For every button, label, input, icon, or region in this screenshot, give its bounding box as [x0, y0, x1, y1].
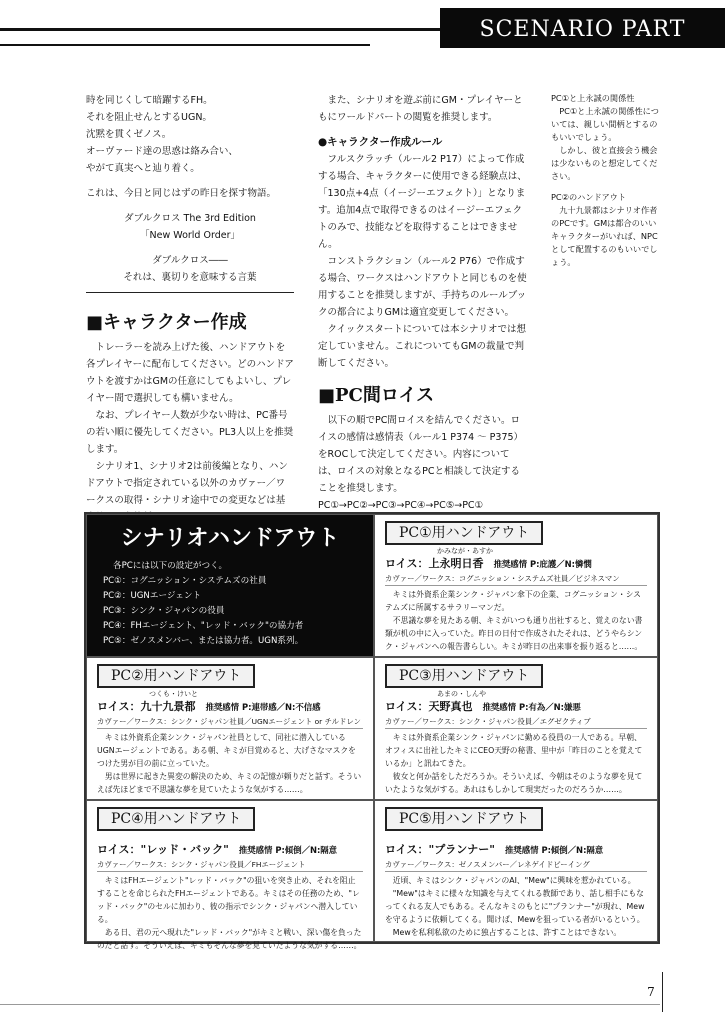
edition-title: ダブルクロス The 3rd Edition [124, 213, 256, 224]
pc4-body: ある日、君の元へ現れた"レッド・バック"がキミと戦い、深い傷を負ったのだと話す。そういえば、キミもそんな夢を見ていたような気がする……。 [97, 928, 362, 950]
pc4-handout-label: PC④用ハンドアウト [97, 807, 255, 831]
paragraph: コンストラクション（ルール2 P76）で作成する場合、ワークスはハンドアウトと同じものを使用することを推奨しますが、手持ちのルールブックの都合によりGMは適宜変更してください。 [318, 256, 527, 318]
intro-line: やがて真実へと辿り着く。 [86, 163, 200, 174]
char-rule-heading: ●キャラクター作成ルール [318, 136, 443, 148]
scenario-subtitle: 「New World Order」 [140, 230, 240, 241]
paragraph: 以下の順でPC間ロイスを結んでください。ロイスの感情は感情表（ルール1 P374 ～ P375）をROCして決定してください。内容については、ロイスの対象となるPCと相談して決定することを推奨します。 [318, 415, 524, 494]
column-middle [318, 92, 528, 514]
pc1-works: カヴァー／ワークス：コグニッション・システムズ社員／ビジネスマン [385, 572, 647, 586]
lois-name: ロイス："レッド・バック" [97, 843, 229, 856]
lois-emotion: 推奨感情 P:傾倒／N:隔意 [238, 845, 338, 855]
pc5-body: "Mew"はキミに様々な知識を与えてくれる教師であり、話し相手にもなってくれる友人でもある。そんなキミのもとに"プランナー"が現れ、Mewを守るように依頼してくる。聞けば、Mewを狙っている者がいるという。 [385, 889, 645, 924]
pc3-handout-label: PC③用ハンドアウト [385, 664, 543, 688]
lois-emotion: 推奨感情 P:庇護／N:憐憫 [493, 559, 592, 569]
handout-line: PC④：FHエージェント、"レッド・バック"の協力者 [103, 621, 304, 631]
handout-grid [84, 512, 660, 950]
pc4-lois-ruby [97, 833, 363, 842]
pc5-lois [385, 842, 647, 858]
sidebar-heading: PC①と上永誠の関係性 [551, 93, 635, 103]
divider [86, 292, 294, 293]
pc1-handout [374, 514, 658, 657]
lois-emotion: 推奨感情 P:連帯感／N:不信感 [205, 702, 321, 712]
lois-order: PC①→PC②→PC③→PC④→PC⑤→PC① [318, 500, 484, 511]
pc1-lois [385, 556, 647, 572]
sidebar-text: しかし、彼と直接会う機会は少ないものと想定してください。 [551, 145, 658, 181]
lois-name: ロイス：天野真也 [385, 700, 473, 713]
intro-line: オーヴァード達の思惑は絡み合い、 [86, 146, 238, 157]
dx-meaning: それは、裏切りを意味する言葉 [123, 272, 257, 283]
sidebar-text: 九十九景都はシナリオ作者のPCです。GMは都合のいいキャラクターがいれば、NPCとして配置するのもいいでしょう。 [551, 205, 658, 267]
paragraph: トレーラーを読み上げた後、ハンドアウトを各プレイヤーに配布してください。どのハンドアウトを渡すかはGMの任意にしてもよいし、プレイヤー間で選択しても構いません。 [86, 342, 294, 404]
pc5-body: Mewを私利私欲のために独占することは、許すことはできない。 [392, 928, 622, 937]
lois-name: ロイス：上永明日香 [385, 557, 484, 570]
pc2-works: カヴァー／ワークス：シンク・ジャパン社員／UGNエージェント or チルドレン [97, 715, 363, 729]
pc3-lois-ruby: あまの・しんや [437, 690, 486, 698]
pc5-handout-label: PC⑤用ハンドアウト [385, 807, 543, 831]
pc1-lois-ruby: かみなが・あすか [437, 547, 493, 555]
pc2-handout-label: PC②用ハンドアウト [97, 664, 255, 688]
pc-lois-heading: ■PC間ロイス [318, 385, 435, 406]
page-number: 7 [647, 985, 655, 999]
sidebar-heading: PC②のハンドアウト [551, 192, 627, 202]
lois-emotion: 推奨感情 P:傾倒／N:隔意 [505, 845, 604, 855]
handout-line: PC③：シンク・ジャパンの役員 [103, 606, 225, 616]
pc2-handout [86, 657, 374, 800]
pc4-lois [97, 842, 363, 858]
footer-rule [0, 1004, 660, 1005]
pc3-body: 彼女と何か話をしただろうか。そういえば、今朝はそのような夢を見ていたような気がする。あれはもしかして現実だったのだろうか……。 [385, 772, 643, 794]
pc4-works: カヴァー／ワークス：シンク・ジャパン役員／FHエージェント [97, 858, 363, 872]
pc3-lois [385, 699, 647, 715]
pc1-body: 不思議な夢を見たある朝、キミがいつも通り出社すると、覚えのない書類が机の中に入っていた。昨日の日付で作成されたそれは、どうやらシンク・ジャパンへの報告書らしい。キミが昨日の出来事を振り返ると……。 [385, 616, 643, 651]
column-left [86, 92, 294, 526]
char-creation-heading: ■キャラクター作成 [86, 312, 247, 333]
handout-line: 各PCには以下の設定がつく。 [113, 561, 228, 571]
pc2-lois-ruby: つくも・けいと [149, 690, 198, 698]
pc2-lois [97, 699, 363, 715]
pc2-body: 男は世界に起きた異変の解決のため、キミの記憶が頼りだと話す。そういえば先ほどまで不思議な夢を見ていたような気がする……。 [97, 772, 362, 794]
pc3-handout [374, 657, 658, 800]
pc2-body: キミは外資系企業シンク・ジャパン社員として、同社に潜入しているUGNエージェントである。ある朝、キミが目覚めると、大げさなマスクをつけた男が目の前に立っていた。 [97, 733, 356, 768]
sidebar-text: PC①と上永誠の関係性については、親しい間柄とするのもいいでしょう。 [551, 106, 659, 142]
paragraph: フルスクラッチ（ルール2 P17）によって作成する場合、キャラクターに使用できる経験点は、「130点+4点（イージーエフェクト）」となります。追加4点で取得できるのはイージーエフェクトのみで、技能などを取得することはできません。 [318, 154, 527, 250]
paragraph: また、シナリオを遊ぶ前にGM・プレイヤーともにワールドパートの閲覧を推奨します。 [318, 95, 523, 123]
pc4-body: キミはFHエージェント"レッド・バック"の狙いを突き止め、それを阻止することを命じられたFHエージェントである。キミはその任務のため、"レッド・バック"のセルに加わり、彼の指示でシンク・ジャパンへ潜入している。 [97, 876, 360, 924]
pc1-body: キミは外資系企業シンク・ジャパン傘下の企業、コグニッション・システムズに所属するサラリーマンだ。 [385, 590, 641, 612]
scenario-handout-box [86, 514, 374, 657]
pc5-works: カヴァー／ワークス：ゼノスメンバー／レネゲイドビーイング [385, 858, 647, 872]
paragraph: シナリオ1、シナリオ2は前後編となり、ハンドアウトで指定されている以外のカヴァー／ワークスの取得・シナリオ途中での変更などは基 [86, 461, 288, 506]
sidebar-notes [551, 92, 661, 269]
lois-name: ロイス：九十九景都 [97, 700, 196, 713]
handout-line: PC②：UGNエージェント [103, 591, 202, 601]
pc3-works: カヴァー／ワークス：シンク・ジャパン役員／エグゼクティブ [385, 715, 647, 729]
pc5-handout [374, 800, 658, 942]
paragraph: クイックスタートについては本シナリオでは想定していません。これについてもGMの裁量で判断してください。 [318, 324, 526, 369]
intro-line: それを阻止せんとするUGN。 [86, 112, 212, 123]
pc5-body: 近頃、キミはシンク・ジャパンのAI、"Mew"に興味を惹かれている。 [392, 876, 636, 885]
lois-emotion: 推奨感情 P:有為／N:嫌悪 [482, 702, 581, 712]
pc5-lois-ruby [385, 833, 647, 842]
footer-divider [662, 972, 663, 1012]
intro-line: 沈黙を貫くゼノス。 [86, 129, 172, 140]
scenario-handout-title: シナリオハンドアウト [120, 525, 340, 551]
handout-line: PC⑤：ゼノスメンバー、または協力者。UGN系列。 [103, 636, 304, 646]
intro-line: 時を同じくして暗躍するFH。 [86, 95, 213, 106]
intro-tagline: これは、今日と同じはずの昨日を探す物語。 [86, 188, 277, 199]
lois-name: ロイス："プランナー" [385, 843, 496, 856]
pc4-handout [86, 800, 374, 950]
dx-line: ダブルクロス―― [152, 255, 228, 266]
handout-line: PC①：コグニッション・システムズの社員 [103, 576, 267, 586]
pc1-handout-label: PC①用ハンドアウト [385, 521, 543, 545]
paragraph: なお、プレイヤー人数が少ない時は、PC番号の若い順に優先してください。PL3人以上を推奨します。 [86, 410, 294, 455]
pc3-body: キミは外資系企業シンク・ジャパンに勤める役員の一人である。早朝、オフィスに出社したキミにCEO天野の秘書、里中が「昨日のことを覚えているか」と訊ねてきた。 [385, 733, 643, 768]
section-title: SCENARIO PART [440, 8, 725, 48]
